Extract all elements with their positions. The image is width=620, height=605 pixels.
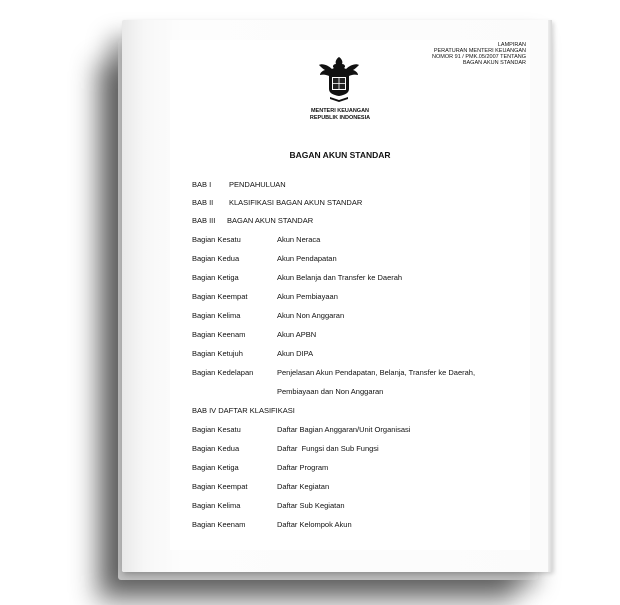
document-page: [170, 40, 530, 550]
part-title: Akun Pembiayaan: [277, 292, 338, 301]
bab-number: BAB III: [192, 216, 216, 225]
part-label: Bagian Kelima: [192, 501, 241, 510]
part-label: Bagian Kedua: [192, 444, 240, 453]
part-label: Bagian Kedelapan: [192, 368, 254, 377]
part-label: Bagian Keenam: [192, 330, 246, 339]
document-title: BAGAN AKUN STANDAR: [289, 150, 391, 160]
lampiran-line: BAGAN AKUN STANDAR: [462, 60, 526, 66]
part-title: Akun Neraca: [277, 235, 321, 244]
part-title: Daftar Kegiatan: [277, 482, 330, 491]
bab-title: BAGAN AKUN STANDAR: [227, 216, 314, 225]
part-label: Bagian Ketiga: [192, 463, 239, 472]
part-title-continuation: Pembiayaan dan Non Anggaran: [277, 387, 384, 396]
ministry-label: [290, 108, 390, 121]
part-title: Akun Belanja dan Transfer ke Daerah: [277, 273, 403, 282]
part-title: Akun DIPA: [277, 349, 314, 358]
part-label: Bagian Keempat: [192, 292, 248, 301]
part-title: Daftar Fungsi dan Sub Fungsi: [277, 444, 379, 453]
part-title: Daftar Program: [277, 463, 329, 472]
part-title: Akun Pendapatan: [277, 254, 337, 263]
part-label: Bagian Kelima: [192, 311, 241, 320]
part-title: Daftar Bagian Anggaran/Unit Organisasi: [277, 425, 411, 434]
part-title: Penjelasan Akun Pendapatan, Belanja, Transfer ke Daerah,: [277, 368, 476, 377]
part-label: Bagian Kesatu: [192, 425, 241, 434]
part-label: Bagian Kesatu: [192, 235, 241, 244]
ministry-line: REPUBLIK INDONESIA: [309, 114, 371, 121]
part-label: Bagian Ketujuh: [192, 349, 243, 358]
part-label: Bagian Keempat: [192, 482, 248, 491]
bab4-heading: BAB IV DAFTAR KLASIFIKASI: [192, 406, 295, 415]
lampiran-block: [432, 42, 526, 66]
lampiran-line: PERATURAN MENTERI KEUANGAN: [433, 48, 526, 54]
bab-title: KLASIFIKASI BAGAN AKUN STANDAR: [229, 198, 363, 207]
bab-title: PENDAHULUAN: [229, 180, 286, 189]
part-label: Bagian Kedua: [192, 254, 240, 263]
part-title: Akun APBN: [277, 330, 317, 339]
part-label: Bagian Ketiga: [192, 273, 239, 282]
ministry-line: MENTERI KEUANGAN: [310, 108, 370, 114]
bab-number: BAB I: [192, 180, 212, 189]
part-title: Akun Non Anggaran: [277, 311, 345, 320]
bab-number: BAB II: [192, 198, 214, 207]
part-label: Bagian Keenam: [192, 520, 246, 529]
lampiran-line: NOMOR 91 / PMK.05/2007 TENTANG: [432, 54, 526, 60]
part-title: Daftar Sub Kegiatan: [277, 501, 345, 510]
lampiran-line: LAMPIRAN: [497, 42, 526, 48]
garuda-emblem-icon: [318, 55, 360, 103]
part-title: Daftar Kelompok Akun: [277, 520, 352, 529]
